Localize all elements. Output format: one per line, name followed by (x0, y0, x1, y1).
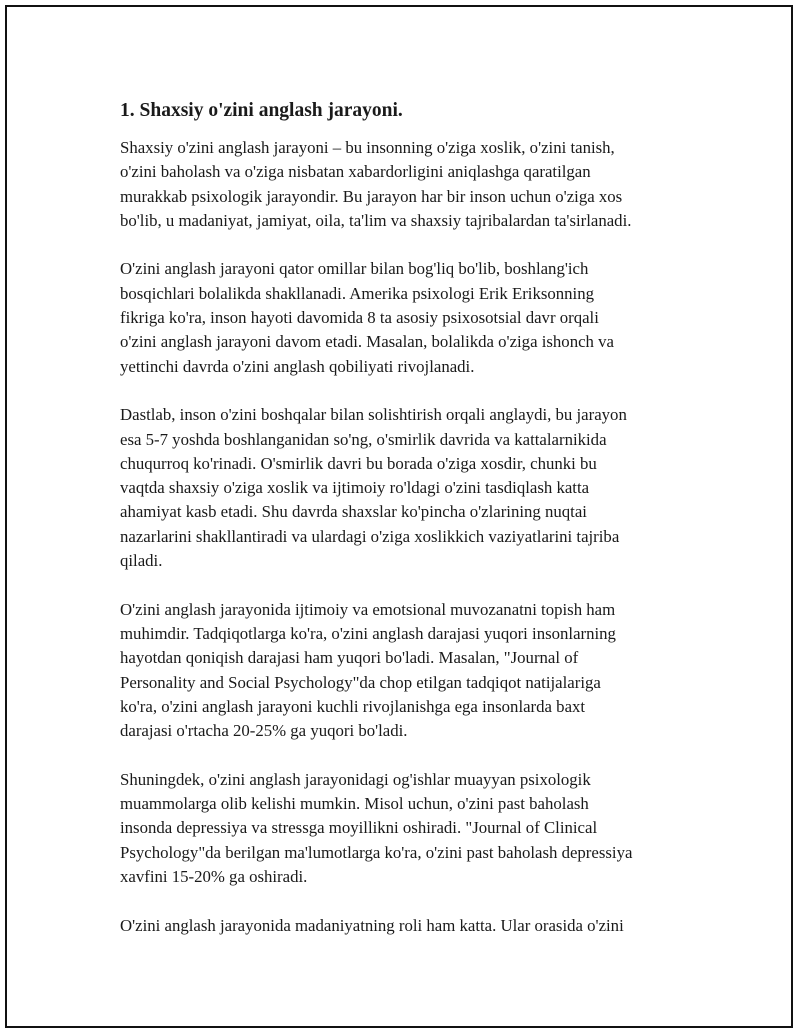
text-line: O'zini anglash jarayoni qator omillar bilan bog'liq bo'lib, boshlang'ich (120, 259, 589, 279)
text-line: o'zini baholash va o'ziga nisbatan xabardorligini aniqlashga qaratilgan (120, 162, 591, 182)
text-line: vaqtda shaxsiy o'ziga xoslik va ijtimoiy ro'ldagi o'zini tasdiqlash katta (120, 478, 590, 498)
text-line: ko'ra, o'zini anglash jarayoni kuchli rivojlanishga ega insonlarda baxt (120, 696, 586, 716)
text-line: Personality and Social Psychology"da chop etilgan tadqiqot natijalariga (120, 672, 601, 692)
text-line: Shuningdek, o'zini anglash jarayonidagi og'ishlar muayyan psixologik (120, 769, 591, 789)
paragraph (120, 403, 700, 573)
text-line: O'zini anglash jarayonida madaniyatning roli ham katta. Ular orasida o'zini (120, 915, 624, 935)
text-line: xavfini 15-20% ga oshiradi. (120, 866, 308, 886)
text-line: bo'lib, u madaniyat, jamiyat, oila, ta'lim va shaxsiy tajribalardan ta'sirlanadi. (120, 210, 632, 230)
text-line: nazarlarini shakllantiradi va ulardagi o'ziga xoslikkich vaziyatlarini tajriba (120, 526, 620, 546)
text-line: hayotdan qoniqish darajasi ham yuqori bo'ladi. Masalan, "Journal of (120, 648, 579, 668)
text-line: qiladi. (120, 551, 163, 571)
text-line: o'zini anglash jarayoni davom etadi. Masalan, bolalikda o'ziga ishonch va (120, 332, 614, 352)
text-line: chuqurroq ko'rinadi. O'smirlik davri bu borada o'ziga xosdir, chunki bu (120, 453, 597, 473)
paragraph (120, 257, 700, 378)
text-line: O'zini anglash jarayonida ijtimoiy va emotsional muvozanatni topish ham (120, 599, 616, 619)
text-line: fikriga ko'ra, inson hayoti davomida 8 ta asosiy psixosotsial davr orqali (120, 308, 599, 328)
text-line: esa 5-7 yoshda boshlanganidan so'ng, o'smirlik davrida va kattalarnikida (120, 429, 607, 449)
text-line: murakkab psixologik jarayondir. Bu jarayon har bir inson uchun o'ziga xos (120, 186, 623, 206)
section-heading: 1. Shaxsiy o'zini anglash jarayoni. (120, 100, 403, 121)
text-line: insonda depressiya va stressga moyillikni oshiradi. "Journal of Clinical (120, 818, 598, 838)
paragraph (120, 598, 700, 744)
text-line: Shaxsiy o'zini anglash jarayoni – bu insonning o'ziga xoslik, o'zini tanish, (120, 138, 615, 157)
text-line: Psychology"da berilgan ma'lumotlarga ko'ra, o'zini past baholash depressiya (120, 842, 633, 862)
text-line: Dastlab, inson o'zini boshqalar bilan solishtirish orqali anglaydi, bu jarayon (120, 405, 627, 425)
paragraph (120, 136, 700, 233)
text-line: yettinchi davrda o'zini anglash qobiliyati rivojlanadi. (120, 356, 475, 376)
text-line: darajasi o'rtacha 20-25% ga yuqori bo'ladi. (120, 721, 408, 741)
page-frame (5, 5, 793, 1028)
text-line: ahamiyat kasb etadi. Shu davrda shaxslar ko'pincha o'zlarining nuqtai (120, 502, 587, 522)
text-line: bosqichlari bolalikda shakllanadi. Amerika psixologi Erik Eriksonning (120, 283, 594, 303)
paragraph-list (120, 136, 700, 938)
text-line: muhimdir. Tadqiqotlarga ko'ra, o'zini anglash darajasi yuqori insonlarning (120, 623, 616, 643)
paragraph (120, 768, 700, 889)
document-body (120, 97, 700, 962)
text-line: muammolarga olib kelishi mumkin. Misol uchun, o'zini past baholash (120, 794, 589, 814)
paragraph (120, 914, 700, 938)
